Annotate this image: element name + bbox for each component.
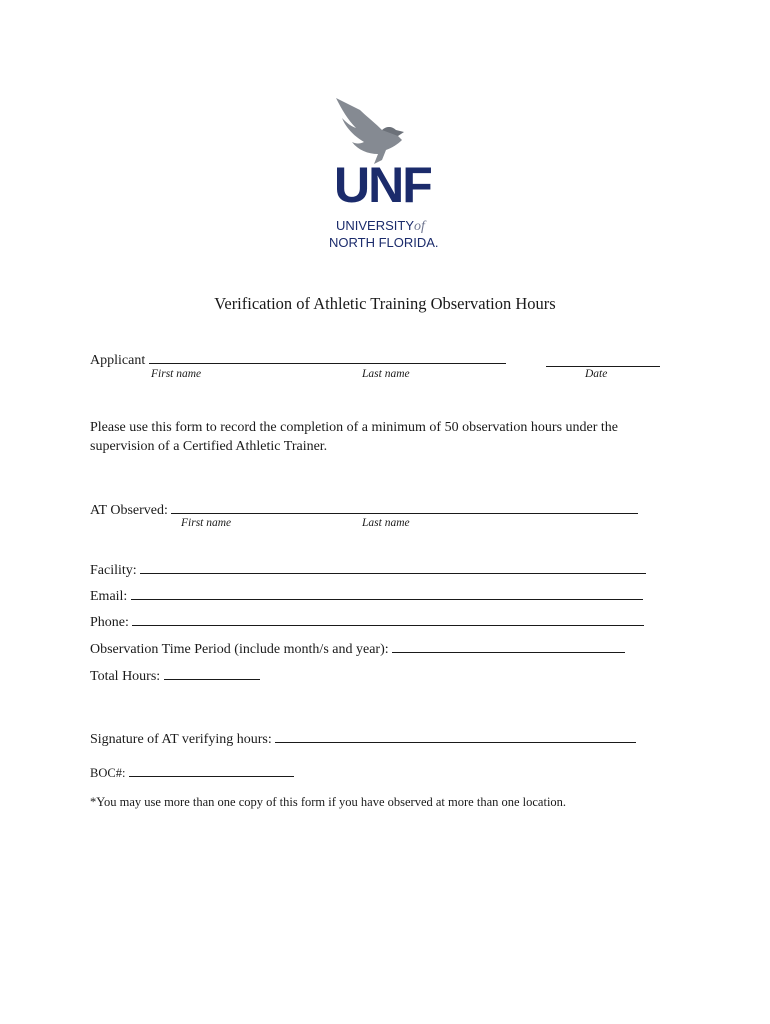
email-row [90, 586, 643, 605]
applicant-date-field[interactable] [546, 353, 660, 367]
applicant-first-name-caption: First name [151, 368, 202, 380]
logo-university-text: UNIVERSITYof [336, 218, 425, 234]
facility-row [90, 560, 646, 579]
facility-label: Facility: [90, 563, 137, 578]
period-row [90, 639, 625, 658]
applicant-label: Applicant [90, 353, 146, 368]
boc-label: BOC#: [90, 766, 126, 780]
phone-label: Phone: [90, 615, 129, 630]
boc-row [90, 763, 294, 781]
instructions-text: Please use this form to record the completion of a minimum of 50 observation hours under the supervision of a Certified Athletic Trainer. [90, 420, 618, 454]
signature-field[interactable] [275, 729, 636, 743]
applicant-last-name-caption: Last name [362, 368, 410, 380]
email-label: Email: [90, 589, 128, 604]
applicant-row [90, 350, 506, 369]
at-first-name-caption: First name [181, 517, 232, 529]
at-observed-field[interactable] [171, 500, 638, 514]
at-last-name-caption: Last name [362, 517, 410, 529]
period-field[interactable] [392, 639, 625, 653]
boc-field[interactable] [129, 763, 294, 777]
period-label: Observation Time Period (include month/s and year): [90, 642, 389, 657]
osprey-icon [334, 96, 406, 166]
unf-logo [320, 96, 450, 256]
at-observed-label: AT Observed: [90, 503, 168, 518]
phone-row [90, 612, 644, 631]
form-title: Verification of Athletic Training Observation Hours [214, 294, 556, 313]
logo-wordmark: UNF [334, 157, 431, 213]
phone-field[interactable] [132, 612, 644, 626]
logo-north-florida-text: NORTH FLORIDA. [329, 235, 439, 250]
facility-field[interactable] [140, 560, 646, 574]
signature-label: Signature of AT verifying hours: [90, 732, 272, 747]
total-hours-label: Total Hours: [90, 669, 161, 684]
total-hours-field[interactable] [164, 666, 260, 680]
applicant-date-caption: Date [585, 368, 608, 380]
total-hours-row [90, 666, 260, 685]
footnote-text: *You may use more than one copy of this form if you have observed at more than one location. [90, 795, 567, 809]
applicant-name-field[interactable] [149, 350, 506, 364]
signature-row [90, 729, 636, 748]
email-field[interactable] [131, 586, 643, 600]
